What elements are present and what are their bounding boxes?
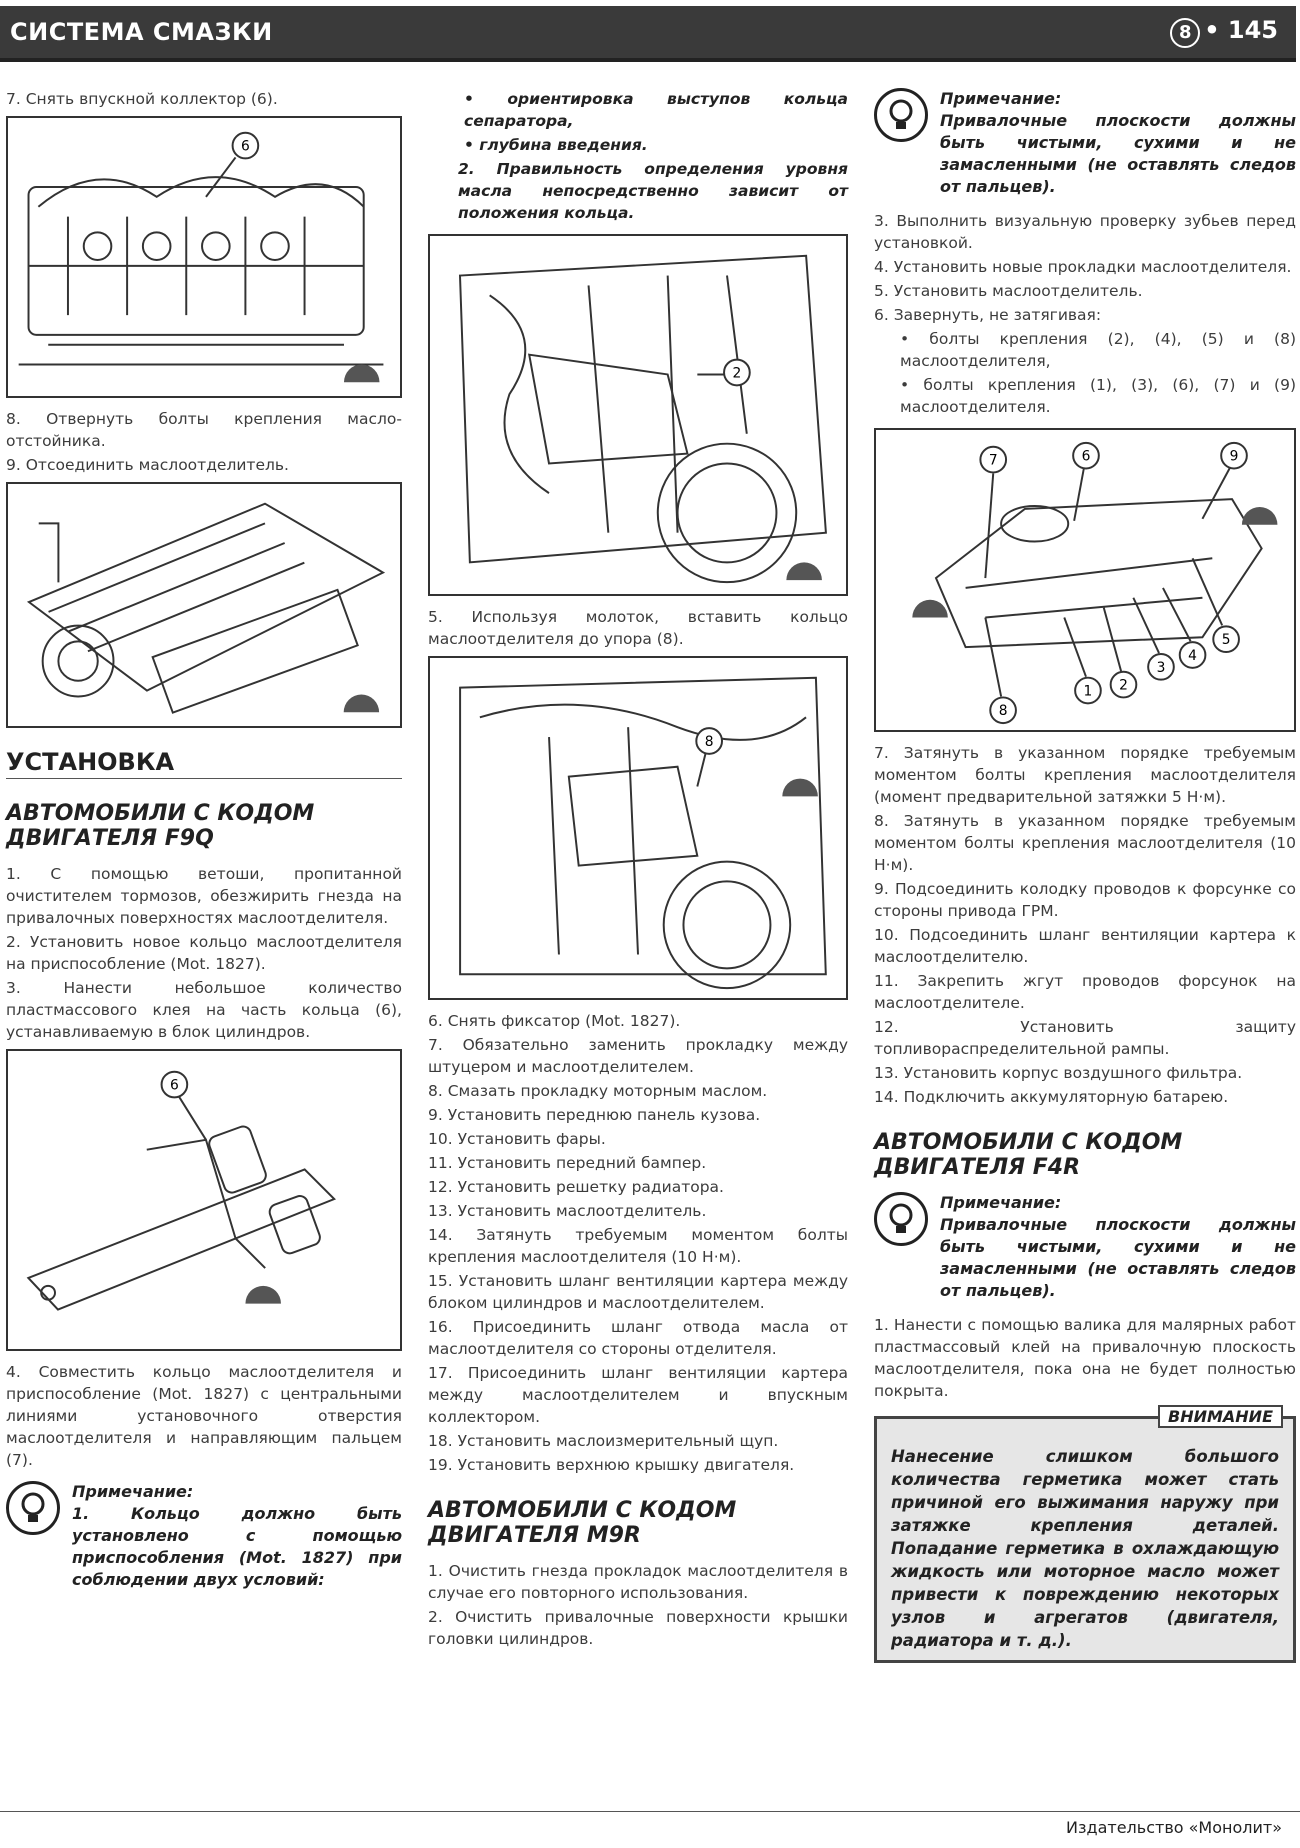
page-number — [1170, 16, 1278, 48]
section-title: СИСТЕМА СМАЗКИ — [10, 18, 273, 46]
note-block — [874, 1192, 1296, 1302]
step-text: 1. С помощью ветоши, пропитанной очистителем тормозов, обезжирить гнезда на привалочных поверхностях маслоотделителя. — [6, 865, 402, 927]
step-text: 8. Смазать прокладку моторным маслом. — [428, 1082, 768, 1100]
step-text: 2. Установить новое кольцо маслоотделителя на приспособление (Mot. 1827). — [6, 933, 402, 973]
step-text: 8. Отвернуть болты крепления масло-отстойника. — [6, 410, 402, 450]
step-text: 4. Совместить кольцо маслоотделителя и приспособление (Mot. 1827) с центральными линиями установочного отверстия маслоотделителя и направляющим пальцем (7). — [6, 1363, 402, 1469]
step-text: 9. Подсоединить колодку проводов к форсунке со стороны привода ГРМ. — [874, 880, 1296, 920]
step-text: 7. Снять впускной коллектор (6). — [6, 90, 278, 108]
note-text: 2. Правильность определения уровня масла непосредственно зависит от положения кольца. — [458, 160, 848, 222]
chapter-badge: 8 — [1170, 18, 1200, 48]
callout-label: 2 — [1119, 677, 1128, 694]
figure-intake-manifold — [6, 116, 402, 398]
callout-label: 6 — [1081, 448, 1091, 465]
heading-engine-f4r: АВТОМОБИЛИ С КОДОМ ДВИГАТЕЛЯ F4R — [874, 1130, 1183, 1180]
step-text: 7. Затянуть в указанном порядке требуемым моментом болты крепления маслоотделителя (момент предварительной затяжки 5 Н·м). — [874, 744, 1296, 806]
column-right — [874, 88, 1296, 1663]
callout-label: 6 — [241, 138, 250, 155]
step-text: 11. Закрепить жгут проводов форсунок на маслоотделителе. — [874, 972, 1296, 1012]
engine-illustration — [430, 658, 846, 998]
step-text: 5. Используя молоток, вставить кольцо маслоотделителя до упора (8). — [428, 608, 848, 648]
warning-box — [874, 1407, 1296, 1663]
step-text: 18. Установить маслоизмерительный щуп. — [428, 1432, 779, 1450]
lightbulb-icon — [874, 88, 928, 142]
step-text: 10. Установить фары. — [428, 1130, 606, 1148]
step-text: 3. Выполнить визуальную проверку зубьев перед установкой. — [874, 212, 1296, 252]
engine-illustration — [430, 236, 846, 594]
note-bullet: • ориентировка выступов кольца сепаратора, — [464, 90, 848, 130]
warning-text: Нанесение слишком большого количества герметика может стать причиной его выжимания наружу при затяжке крепления деталей. Попадание герметика в охлаждающую жидкость или моторное масло может привести к повреждению некоторых узлов и агрегатов (двигателя, радиатора и т. д.). — [891, 1447, 1279, 1650]
callout-label: 4 — [1188, 647, 1197, 664]
page-header — [0, 6, 1296, 62]
page-footer — [0, 1811, 1300, 1842]
bullet-text: • болты крепления (2), (4), (5) и (8) маслоотделителя, — [900, 330, 1296, 370]
step-text: 6. Снять фиксатор (Mot. 1827). — [428, 1012, 681, 1030]
step-text: 9. Установить переднюю панель кузова. — [428, 1106, 761, 1124]
callout-label: 1 — [1083, 683, 1093, 700]
step-text: 8. Затянуть в указанном порядке требуемым моментом болты крепления маслоотделителя (10 Н·м). — [874, 812, 1296, 874]
figure-oil-separator — [6, 482, 402, 728]
heading-engine-f9q: АВТОМОБИЛИ С КОДОМ ДВИГАТЕЛЯ F9Q — [6, 801, 315, 851]
note-text: Привалочные плоскости должны быть чистыми, сухими и не замасленными (не оставлять следов от пальцев). — [940, 1215, 1296, 1300]
callout-label: 2 — [732, 365, 742, 382]
bullet-text: • болты крепления (1), (3), (6), (7) и (9) маслоотделителя. — [900, 376, 1296, 416]
publisher-text: Издательство «Монолит» — [1066, 1818, 1282, 1837]
step-text: 2. Очистить привалочные поверхности крышки головки цилиндров. — [428, 1608, 848, 1648]
column-middle — [428, 88, 848, 1652]
step-text: 17. Присоединить шланг вентиляции картера между маслоотделителем и впускным коллектором. — [428, 1364, 848, 1426]
step-text: 16. Присоединить шланг отвода масла от маслоотделителя со стороны отделителя. — [428, 1318, 848, 1358]
callout-label: 8 — [704, 733, 714, 750]
heading-engine-m9r: АВТОМОБИЛИ С КОДОМ ДВИГАТЕЛЯ M9R — [428, 1498, 737, 1548]
callout-label: 6 — [170, 1077, 179, 1094]
note-bullet: • глубина введения. — [464, 136, 648, 154]
figure-insert-ring — [428, 656, 848, 1000]
callout-label: 5 — [1221, 632, 1231, 649]
figure-oil-level-ring — [428, 234, 848, 596]
step-text: 11. Установить передний бампер. — [428, 1154, 707, 1172]
step-text: 14. Подключить аккумуляторную батарею. — [874, 1088, 1229, 1106]
step-text: 4. Установить новые прокладки маслоотделителя. — [874, 258, 1292, 276]
separator-bolt-diagram — [876, 430, 1294, 730]
note-block — [6, 1481, 402, 1591]
step-text: 7. Обязательно заменить прокладку между штуцером и маслоотделителем. — [428, 1036, 848, 1076]
step-text: 12. Установить решетку радиатора. — [428, 1178, 724, 1196]
note-title: Примечание: — [72, 1482, 194, 1501]
note-text: 1. Кольцо должно быть установлено с помощью приспособления (Mot. 1827) при соблюдении двух условий: — [72, 1504, 402, 1589]
step-text: 3. Нанести небольшое количество пластмассового клея на часть кольца (6), устанавливаемую в блок цилиндров. — [6, 979, 402, 1041]
callout-label: 8 — [998, 703, 1008, 720]
step-text: 13. Установить маслоотделитель. — [428, 1202, 707, 1220]
step-text: 10. Подсоединить шланг вентиляции картера к маслоотделителю. — [874, 926, 1296, 966]
step-text: 9. Отсоединить маслоотделитель. — [6, 456, 289, 474]
note-title: Примечание: — [940, 1193, 1062, 1212]
column-left — [6, 88, 402, 1603]
step-text: 1. Нанести с помощью валика для малярных работ пластмассовый клей на привалочную плоскость маслоотделителя, пока она не будет полностью покрыта. — [874, 1316, 1296, 1400]
step-text: 5. Установить маслоотделитель. — [874, 282, 1143, 300]
figure-tool-mot1827 — [6, 1049, 402, 1351]
lightbulb-icon — [874, 1192, 928, 1246]
step-text: 19. Установить верхнюю крышку двигателя. — [428, 1456, 795, 1474]
note-block — [874, 88, 1296, 198]
engine-illustration — [8, 118, 400, 396]
lightbulb-icon — [6, 1481, 60, 1535]
callout-label: 7 — [988, 452, 998, 469]
engine-illustration — [8, 484, 400, 726]
note-text: Привалочные плоскости должны быть чистыми, сухими и не замасленными (не оставлять следов от пальцев). — [940, 111, 1296, 196]
step-text: 6. Завернуть, не затягивая: — [874, 306, 1102, 324]
callout-label: 9 — [1229, 448, 1239, 465]
heading-install: УСТАНОВКА — [6, 748, 402, 779]
step-text: 13. Установить корпус воздушного фильтра. — [874, 1064, 1243, 1082]
step-text: 1. Очистить гнезда прокладок маслоотделителя в случае его повторного использования. — [428, 1562, 848, 1602]
step-text: 14. Затянуть требуемым моментом болты крепления маслоотделителя (10 Н·м). — [428, 1226, 848, 1266]
step-text: 15. Установить шланг вентиляции картера между блоком цилиндров и маслоотделителем. — [428, 1272, 848, 1312]
callout-label: 3 — [1156, 659, 1166, 676]
note-title: Примечание: — [940, 89, 1062, 108]
warning-label: ВНИМАНИЕ — [1158, 1405, 1283, 1428]
tool-illustration — [8, 1051, 400, 1349]
page-number-text: • 145 — [1204, 16, 1278, 44]
step-text: 12. Установить защиту топливораспределительной рампы. — [874, 1018, 1296, 1058]
figure-bolt-order — [874, 428, 1296, 732]
